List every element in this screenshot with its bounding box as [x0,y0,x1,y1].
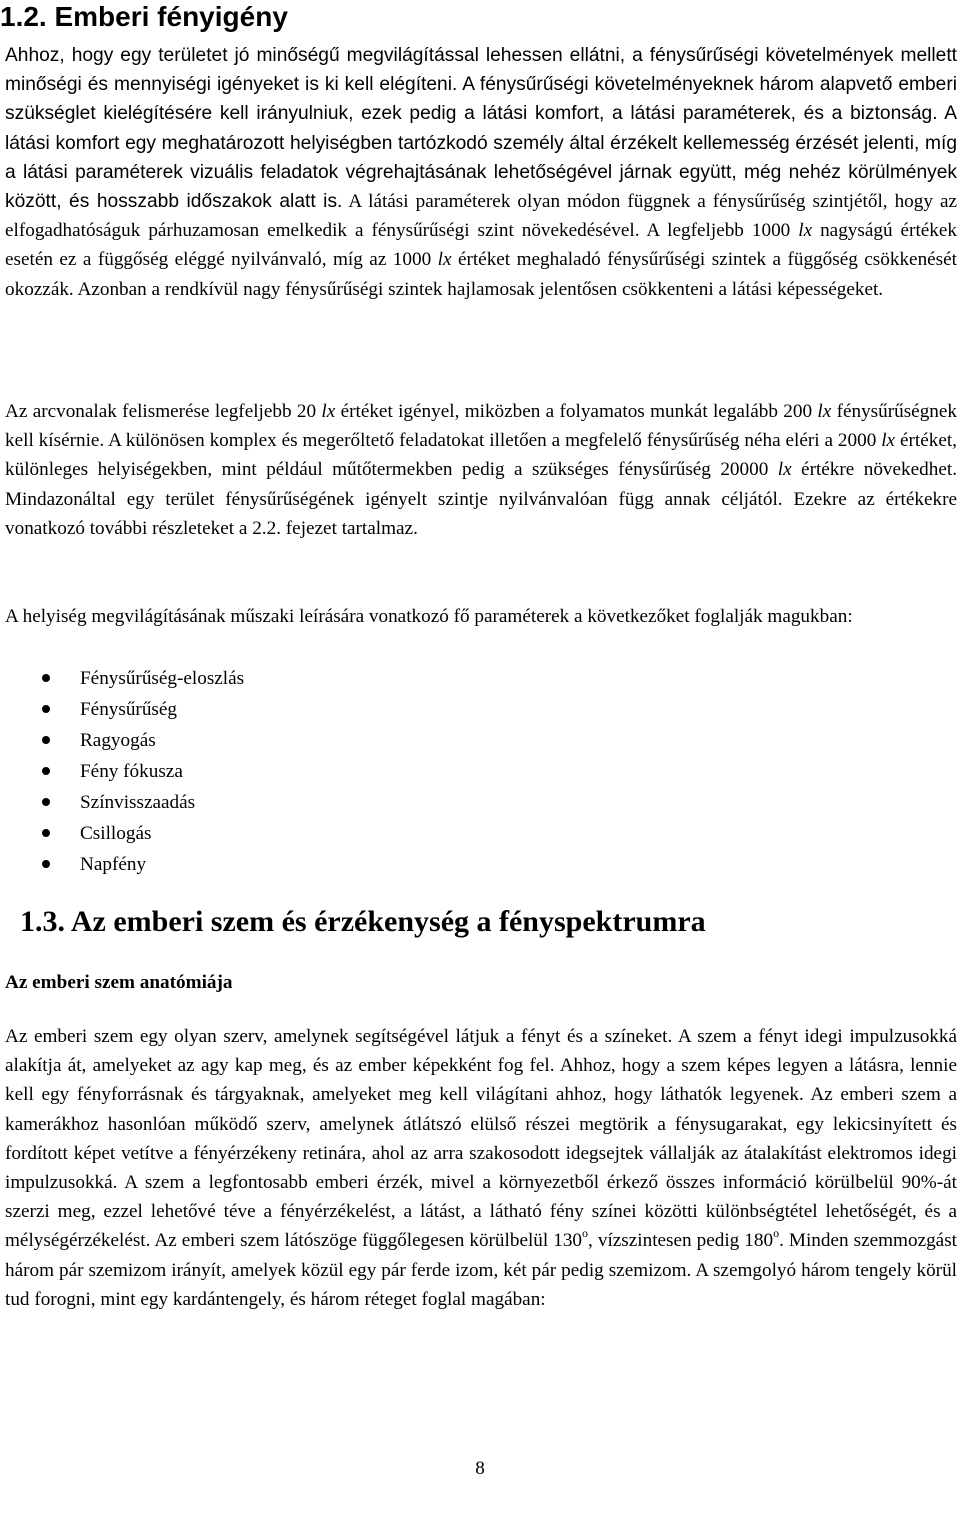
list-item [0,818,244,849]
bullet-icon [42,736,50,744]
page-number: 8 [475,1458,485,1479]
list-item-label: Napfény [80,854,147,875]
list-item [0,756,244,787]
paragraph-text: Ahhoz, hogy egy területet jó minőségű megvilágítással lehessen ellátni, a fénysűrűségi követelmények mellett minőségi és mennyiségi igényeket is ki kell elégíteni. A fénysűrűségi követelményeknek három alapvető emberi szükséglet kielégítésére kell irányulniuk, ezek pedig a látási komfort, a látási paraméterek, és a biztonság. A látási komfort egy meghatározott helyiségben tartózkodó személy által érzékelt kellemesség érzését jelenti, míg a látási paraméterek vizuális feladatok végrehajtásának lehetőségével járnak együtt, még nehéz körülmények között, és hosszabb időszakok alatt is. [5,45,957,213]
section-heading-1-2: 1.2. Emberi fényigény [0,1,288,32]
paragraph-lighting-requirements [5,41,957,304]
list-item [0,849,244,880]
unit-lx: lx [321,401,336,422]
bullet-icon [42,860,50,868]
list-item-label: Fény fókusza [80,761,183,782]
paragraph-text: A látási paraméterek olyan módon függnek a fénysűrűség szintjétől, hogy az elfogadhatóságuk párhuzamosan emelkedik a fénysűrűségi szint növekedésével. A legfeljebb 1000 [5,191,957,242]
unit-lx: lx [881,430,896,452]
list-item-label: Fénysűrűség [80,699,177,720]
bullet-icon [42,829,50,837]
bullet-icon [42,767,50,775]
paragraph-text: értéket meghaladó fénysűrűségi szintek a függőség csökkenését okozzák. [5,249,957,300]
paragraph-parameters-intro: A helyiség megvilágításának műszaki leírására vonatkozó fő paraméterek a következőket foglalják magukban: [5,606,853,627]
subsection-heading-eye-anatomy: Az emberi szem anatómiája [5,972,233,993]
list-item [0,694,244,725]
paragraph-text: . Minden szemmozgást három pár szemizom irányít, amelyek közül egy pár ferde izom, két pár pedig szemizom. A szemgolyó három tengely körül tud forogni, mint egy kardántengely, és három réteget foglal magában: [5,1230,957,1310]
list-item [0,663,244,694]
bullet-icon [42,705,50,713]
paragraph-text: nagyságú értékek esetén ez a függőség eléggé nyilvánvaló, míg az 1000 [5,220,957,271]
list-item-label: Ragyogás [80,730,156,751]
paragraph-text: értékre növekedhet. Mindazonáltal egy terület fénysűrűségének igényelt szintje nyilvánvalóan függ annak céljától. Ezekre az értékekre vonatkozó további részleteket a 2.2. fejezet tartalmaz. [5,459,957,539]
paragraph-text: , vízszintesen pedig 180 [588,1230,774,1252]
paragraph-text: fénysűrűségnek kell kísérnie. A különösen komplex és megerőltető feladatokat illetően a megfelelő fénysűrűség néha eléri a 2000 [5,401,957,452]
list-item-label: Csillogás [80,823,152,844]
unit-lx: lx [817,401,832,422]
parameter-list [0,663,244,880]
unit-lx: lx [798,220,813,242]
paragraph-text: értéket igényel, miközben a folyamatos munkát legalább 200 [335,401,818,422]
paragraph-text: értéket, különleges helyiségekben, mint például műtőtermekben pedig a szükséges fénysűrűség 20000 [5,430,957,481]
list-item-label: Színvisszaadás [80,792,196,813]
paragraph-text: Azonban a rendkívül nagy fénysűrűségi szintek hajlamosak jelentősen csökkenteni a látási képességeket. [73,278,884,300]
bullet-icon [42,798,50,806]
unit-lx: lx [437,249,452,271]
bullet-icon [42,674,50,682]
unit-lx: lx [777,459,792,481]
paragraph-lux-values [5,397,957,543]
list-item [0,725,244,756]
degree-symbol: o [582,1226,589,1241]
paragraph-text: Az emberi szem egy olyan szerv, amelynek segítségével látjuk a fényt és a színeket. A szem a fényt idegi impulzusokká alakítja át, amelyeket az agy kap meg, és az ember képekként fog fel. Ahhoz, hogy a szem képes legyen a látásra, lennie kell egy fényforrásnak és tárgyaknak, amelyeket meg kell világítani ahhoz, hogy láthatók legyenek. Az emberi szem a kamerákhoz hasonlóan működő szerv, amelynek átlátszó elülső részei megtörik a fénysugarakat, egy lekicsinyített és fordított képet vetítve a fényérzékeny retinára, ahol az arra szakosodott idegsejtek vállalják az átalakítást elektromos idegi impulzusokká. A szem a legfontosabb emberi érzék, mivel a környezetből érkező összes információ körülbelül 90%-át szerzi meg, ezzel lehetővé téve a fényérzékelést, a látást, a látható fény színei közötti különbségtétel lehetőségét, és a mélységérzékelést. Az emberi szem látószöge függőlegesen körülbelül 130 [5,1026,957,1252]
paragraph-text: Az arcvonalak felismerése legfeljebb 20 [5,401,322,422]
list-item [0,787,244,818]
list-item-label: Fénysűrűség-eloszlás [80,668,245,689]
section-heading-1-3: 1.3. Az emberi szem és érzékenység a fényspektrumra [20,905,706,938]
paragraph-eye-anatomy [5,1022,957,1314]
degree-symbol: o [773,1226,780,1241]
